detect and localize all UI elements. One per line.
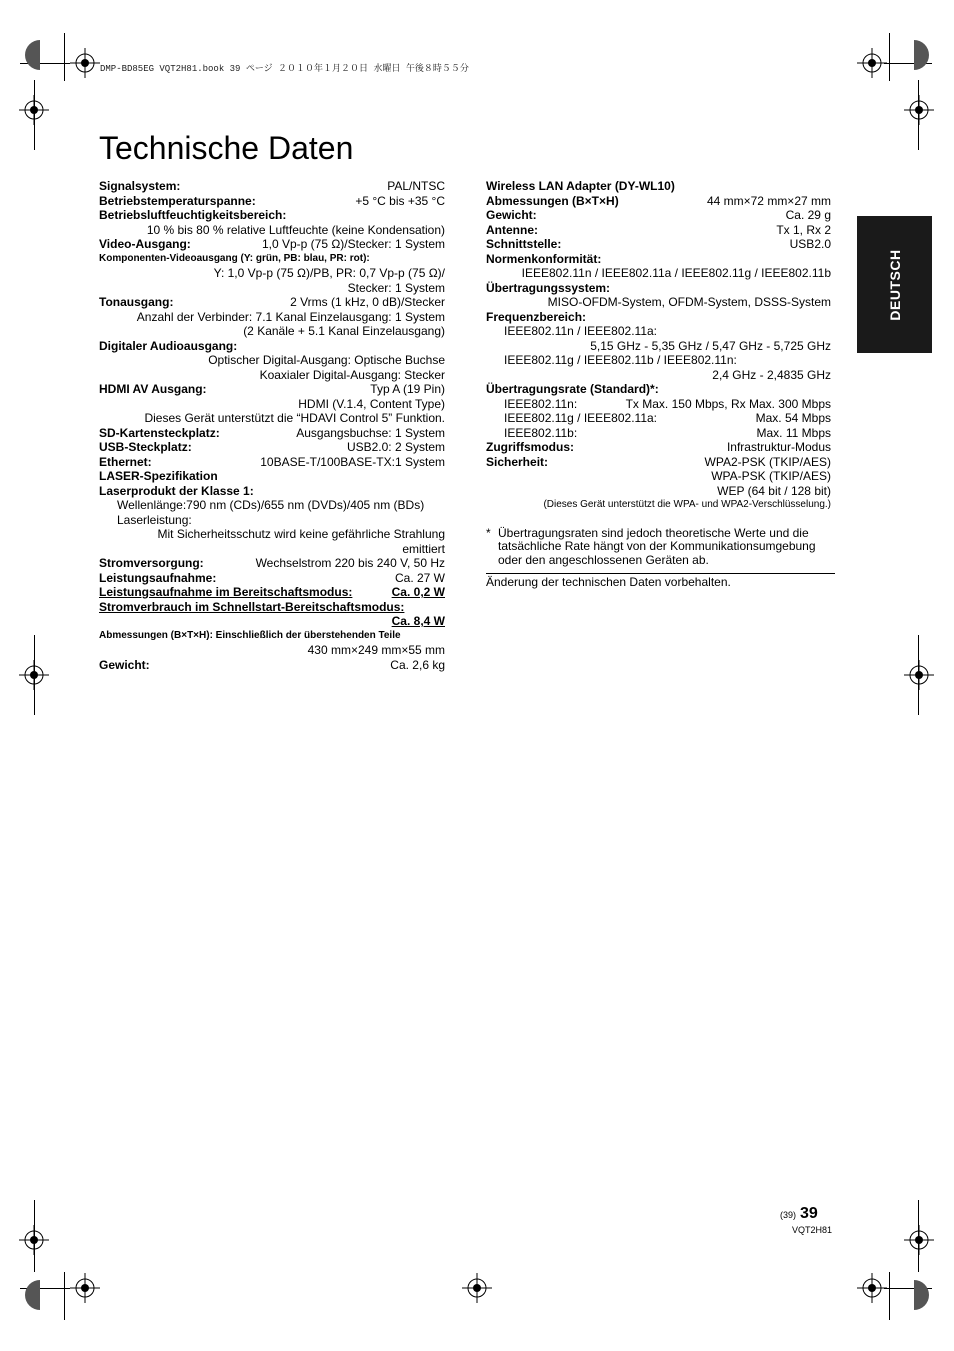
spec-label: HDMI AV Ausgang: xyxy=(99,382,207,396)
spec-ton xyxy=(99,295,445,310)
spec-sd xyxy=(99,426,445,441)
spec-heading: Wireless LAN Adapter (DY-WL10) xyxy=(486,179,675,193)
color-bar-icon xyxy=(914,1280,932,1310)
spec-value: Koaxialer Digital-Ausgang: Stecker xyxy=(259,367,445,382)
spec-wlan-abmessungen xyxy=(486,194,831,209)
spec-column-right xyxy=(486,179,831,590)
spec-label: USB-Steckplatz: xyxy=(99,440,192,454)
footnote-marker: * xyxy=(486,525,491,540)
spec-value: 5,15 GHz - 5,35 GHz / 5,47 GHz - 5,725 GHz xyxy=(590,338,831,353)
spec-value: USB2.0: 2 System xyxy=(346,440,445,454)
spec-label: Sicherheit: xyxy=(486,454,549,469)
spec-strom xyxy=(99,556,445,571)
spec-value: Stecker: 1 System xyxy=(347,280,445,295)
spec-value: Ca. 29 g xyxy=(785,208,831,222)
registration-mark-icon xyxy=(70,48,100,78)
spec-label: Antenne: xyxy=(486,222,538,237)
spec-label: SD-Kartensteckplatz: xyxy=(99,425,220,440)
spec-label: Laserprodukt der Klasse 1: xyxy=(99,483,254,498)
spec-label: Video-Ausgang: xyxy=(99,237,191,251)
spec-value: Laserleistung: xyxy=(117,512,192,527)
spec-value: Ca. 0,2 W xyxy=(391,585,445,599)
color-bar-icon xyxy=(914,40,932,70)
spec-wlan-gewicht xyxy=(486,208,831,223)
spec-value: emittiert xyxy=(402,541,445,556)
spec-label: Leistungsaufnahme im Bereitschaftsmodus: xyxy=(99,585,353,599)
spec-value: PAL/NTSC xyxy=(387,179,445,193)
document-code: VQT2H81 xyxy=(792,1225,833,1235)
spec-wlan-schnittstelle xyxy=(486,237,831,252)
spec-label: Normenkonformität: xyxy=(486,251,602,266)
color-bar-icon xyxy=(22,1280,40,1310)
spec-value: 44 mm×72 mm×27 mm xyxy=(706,193,831,208)
registration-mark-icon xyxy=(462,1273,492,1303)
spec-value: Dieses Gerät unterstützt die “HDAVI Control 5” Funktion. xyxy=(144,411,445,425)
spec-label: Abmessungen (B×T×H): Einschließlich der überstehenden Teile xyxy=(99,629,401,641)
language-tab-label: DEUTSCH xyxy=(886,248,903,321)
spec-value: Typ A (19 Pin) xyxy=(370,382,445,396)
spec-wlan-antenne xyxy=(486,223,831,238)
page-number xyxy=(780,1205,818,1223)
registration-mark-icon xyxy=(904,95,934,125)
spec-label: Betriebstemperaturspanne: xyxy=(99,193,256,208)
spec-betriebstemp xyxy=(99,194,445,209)
spec-value: Optischer Digital-Ausgang: Optische Buchse xyxy=(208,353,445,367)
registration-mark-icon xyxy=(904,1225,934,1255)
spec-sicherheit xyxy=(486,455,831,470)
spec-ethernet xyxy=(99,455,445,470)
spec-label: Frequenzbereich: xyxy=(486,309,587,324)
spec-value: Mit Sicherheitsschutz wird keine gefährliche Strahlung xyxy=(157,527,445,541)
spec-value: Tx 1, Rx 2 xyxy=(776,222,831,237)
spec-label: Zugriffsmodus: xyxy=(486,440,574,454)
spec-value: Ca. 27 W xyxy=(394,570,445,585)
spec-gewicht xyxy=(99,658,445,673)
spec-label: Signalsystem: xyxy=(99,179,181,193)
spec-value: Y: 1,0 Vp-p (75 Ω)/PB, PR: 0,7 Vp-p (75 Ω)/ xyxy=(213,266,445,280)
registration-mark-icon xyxy=(19,1225,49,1255)
spec-value: WEP (64 bit / 128 bit) xyxy=(717,483,831,498)
spec-value: Wellenlänge:790 nm (CDs)/655 nm (DVDs)/405 nm (BDs) xyxy=(117,498,425,512)
spec-rate-row xyxy=(486,411,831,426)
spec-value: 10 % bis 80 % relative Luftfeuchte (keine Kondensation) xyxy=(146,222,445,237)
spec-value: Ausgangsbuchse: 1 System xyxy=(296,425,445,440)
color-bar-icon xyxy=(22,40,40,70)
spec-label: Ethernet: xyxy=(99,454,152,469)
spec-value: 430 mm×249 mm×55 mm xyxy=(307,643,445,657)
registration-mark-icon xyxy=(904,660,934,690)
spec-label: Komponenten-Videoausgang (Y: grün, PB: blau, PR: rot): xyxy=(99,252,370,264)
spec-zugriff xyxy=(486,440,831,455)
spec-usb xyxy=(99,440,445,455)
spec-label: IEEE802.11g / IEEE802.11a: xyxy=(504,411,657,425)
spec-label: Stromverbrauch im Schnellstart-Bereitschaftsmodus: xyxy=(99,599,405,614)
page-number-large: 39 xyxy=(800,1205,818,1222)
spec-rate-row xyxy=(486,426,831,441)
spec-label: Schnittstelle: xyxy=(486,237,562,251)
file-info-header: DMP-BD85EG VQT2H81.book 39 ページ ２０１０年１月２０日 水曜日 午後８時５５分 xyxy=(100,64,469,74)
registration-mark-icon xyxy=(19,660,49,690)
spec-hdmi xyxy=(99,382,445,397)
spec-heading: LASER-Spezifikation xyxy=(99,469,218,483)
registration-mark-icon xyxy=(19,95,49,125)
spec-value: (2 Kanäle + 5.1 Kanal Einzelausgang) xyxy=(243,324,445,338)
change-notice: Änderung der technischen Daten vorbehalten. xyxy=(486,573,835,590)
spec-video xyxy=(99,237,445,252)
spec-value: Ca. 8,4 W xyxy=(391,614,445,628)
registration-mark-icon xyxy=(70,1273,100,1303)
spec-note: (Dieses Gerät unterstützt die WPA- und WPA2-Verschlüsselung.) xyxy=(543,499,831,510)
spec-rate-row xyxy=(486,397,831,412)
spec-label: Betriebsluftfeuchtigkeitsbereich: xyxy=(99,208,287,222)
spec-value: WPA2-PSK (TKIP/AES) xyxy=(704,454,831,469)
spec-label: Übertragungsrate (Standard)*: xyxy=(486,382,659,396)
spec-value: Infrastruktur-Modus xyxy=(726,440,831,454)
spec-value: Anzahl der Verbinder: 7.1 Kanal Einzelausgang: 1 System xyxy=(136,309,445,324)
spec-leistung xyxy=(99,571,445,586)
spec-value: Max. 54 Mbps xyxy=(755,411,831,425)
spec-value: WPA-PSK (TKIP/AES) xyxy=(711,469,831,483)
spec-label: Gewicht: xyxy=(486,208,537,222)
spec-label: IEEE802.11b: xyxy=(504,425,578,440)
spec-value: 2,4 GHz - 2,4835 GHz xyxy=(712,367,831,382)
spec-bereitschaft xyxy=(99,585,445,600)
spec-label: IEEE802.11n: xyxy=(504,396,578,411)
spec-label: Übertragungssystem: xyxy=(486,280,611,295)
page-number-small: (39) xyxy=(780,1210,797,1220)
spec-label: Stromversorgung: xyxy=(99,556,204,570)
spec-value: Tx Max. 150 Mbps, Rx Max. 300 Mbps xyxy=(625,396,831,411)
spec-signalsystem xyxy=(99,179,445,194)
spec-value: Wechselstrom 220 bis 240 V, 50 Hz xyxy=(255,556,445,570)
spec-value: MISO-OFDM-System, OFDM-System, DSSS-System xyxy=(547,295,831,309)
language-tab xyxy=(857,216,932,353)
spec-label: Gewicht: xyxy=(99,657,150,672)
page-title: Technische Daten xyxy=(99,130,354,166)
spec-value: +5 °C bis +35 °C xyxy=(355,193,445,208)
spec-value: Ca. 2,6 kg xyxy=(390,657,445,672)
spec-value: USB2.0 xyxy=(789,237,831,251)
spec-value: 10BASE-T/100BASE-TX:1 System xyxy=(260,454,445,469)
footnote-text: Übertragungsraten sind jedoch theoretische Werte und die tatsächliche Rate hängt von der Kommunikationsumgebung oder den angeschlossenen Geräten ab. xyxy=(498,525,816,567)
spec-value: 2 Vrms (1 kHz, 0 dB)/Stecker xyxy=(290,295,445,309)
spec-label: Digitaler Audioausgang: xyxy=(99,338,238,353)
registration-mark-icon xyxy=(857,48,887,78)
registration-mark-icon xyxy=(857,1273,887,1303)
spec-value: 1,0 Vp-p (75 Ω)/Stecker: 1 System xyxy=(261,237,445,251)
spec-value: IEEE802.11n / IEEE802.11a: xyxy=(504,324,657,338)
spec-label: Tonausgang: xyxy=(99,295,174,309)
spec-value: IEEE802.11g / IEEE802.11b / IEEE802.11n: xyxy=(504,353,737,367)
spec-label: Leistungsaufnahme: xyxy=(99,570,217,585)
spec-column-left xyxy=(99,179,445,672)
spec-value: HDMI (V.1.4, Content Type) xyxy=(298,396,445,411)
spec-value: Max. 11 Mbps xyxy=(756,425,831,440)
spec-value: IEEE802.11n / IEEE802.11a / IEEE802.11g / IEEE802.11b xyxy=(521,266,831,280)
footnote xyxy=(486,527,831,568)
spec-label: Abmessungen (B×T×H) xyxy=(486,193,619,208)
